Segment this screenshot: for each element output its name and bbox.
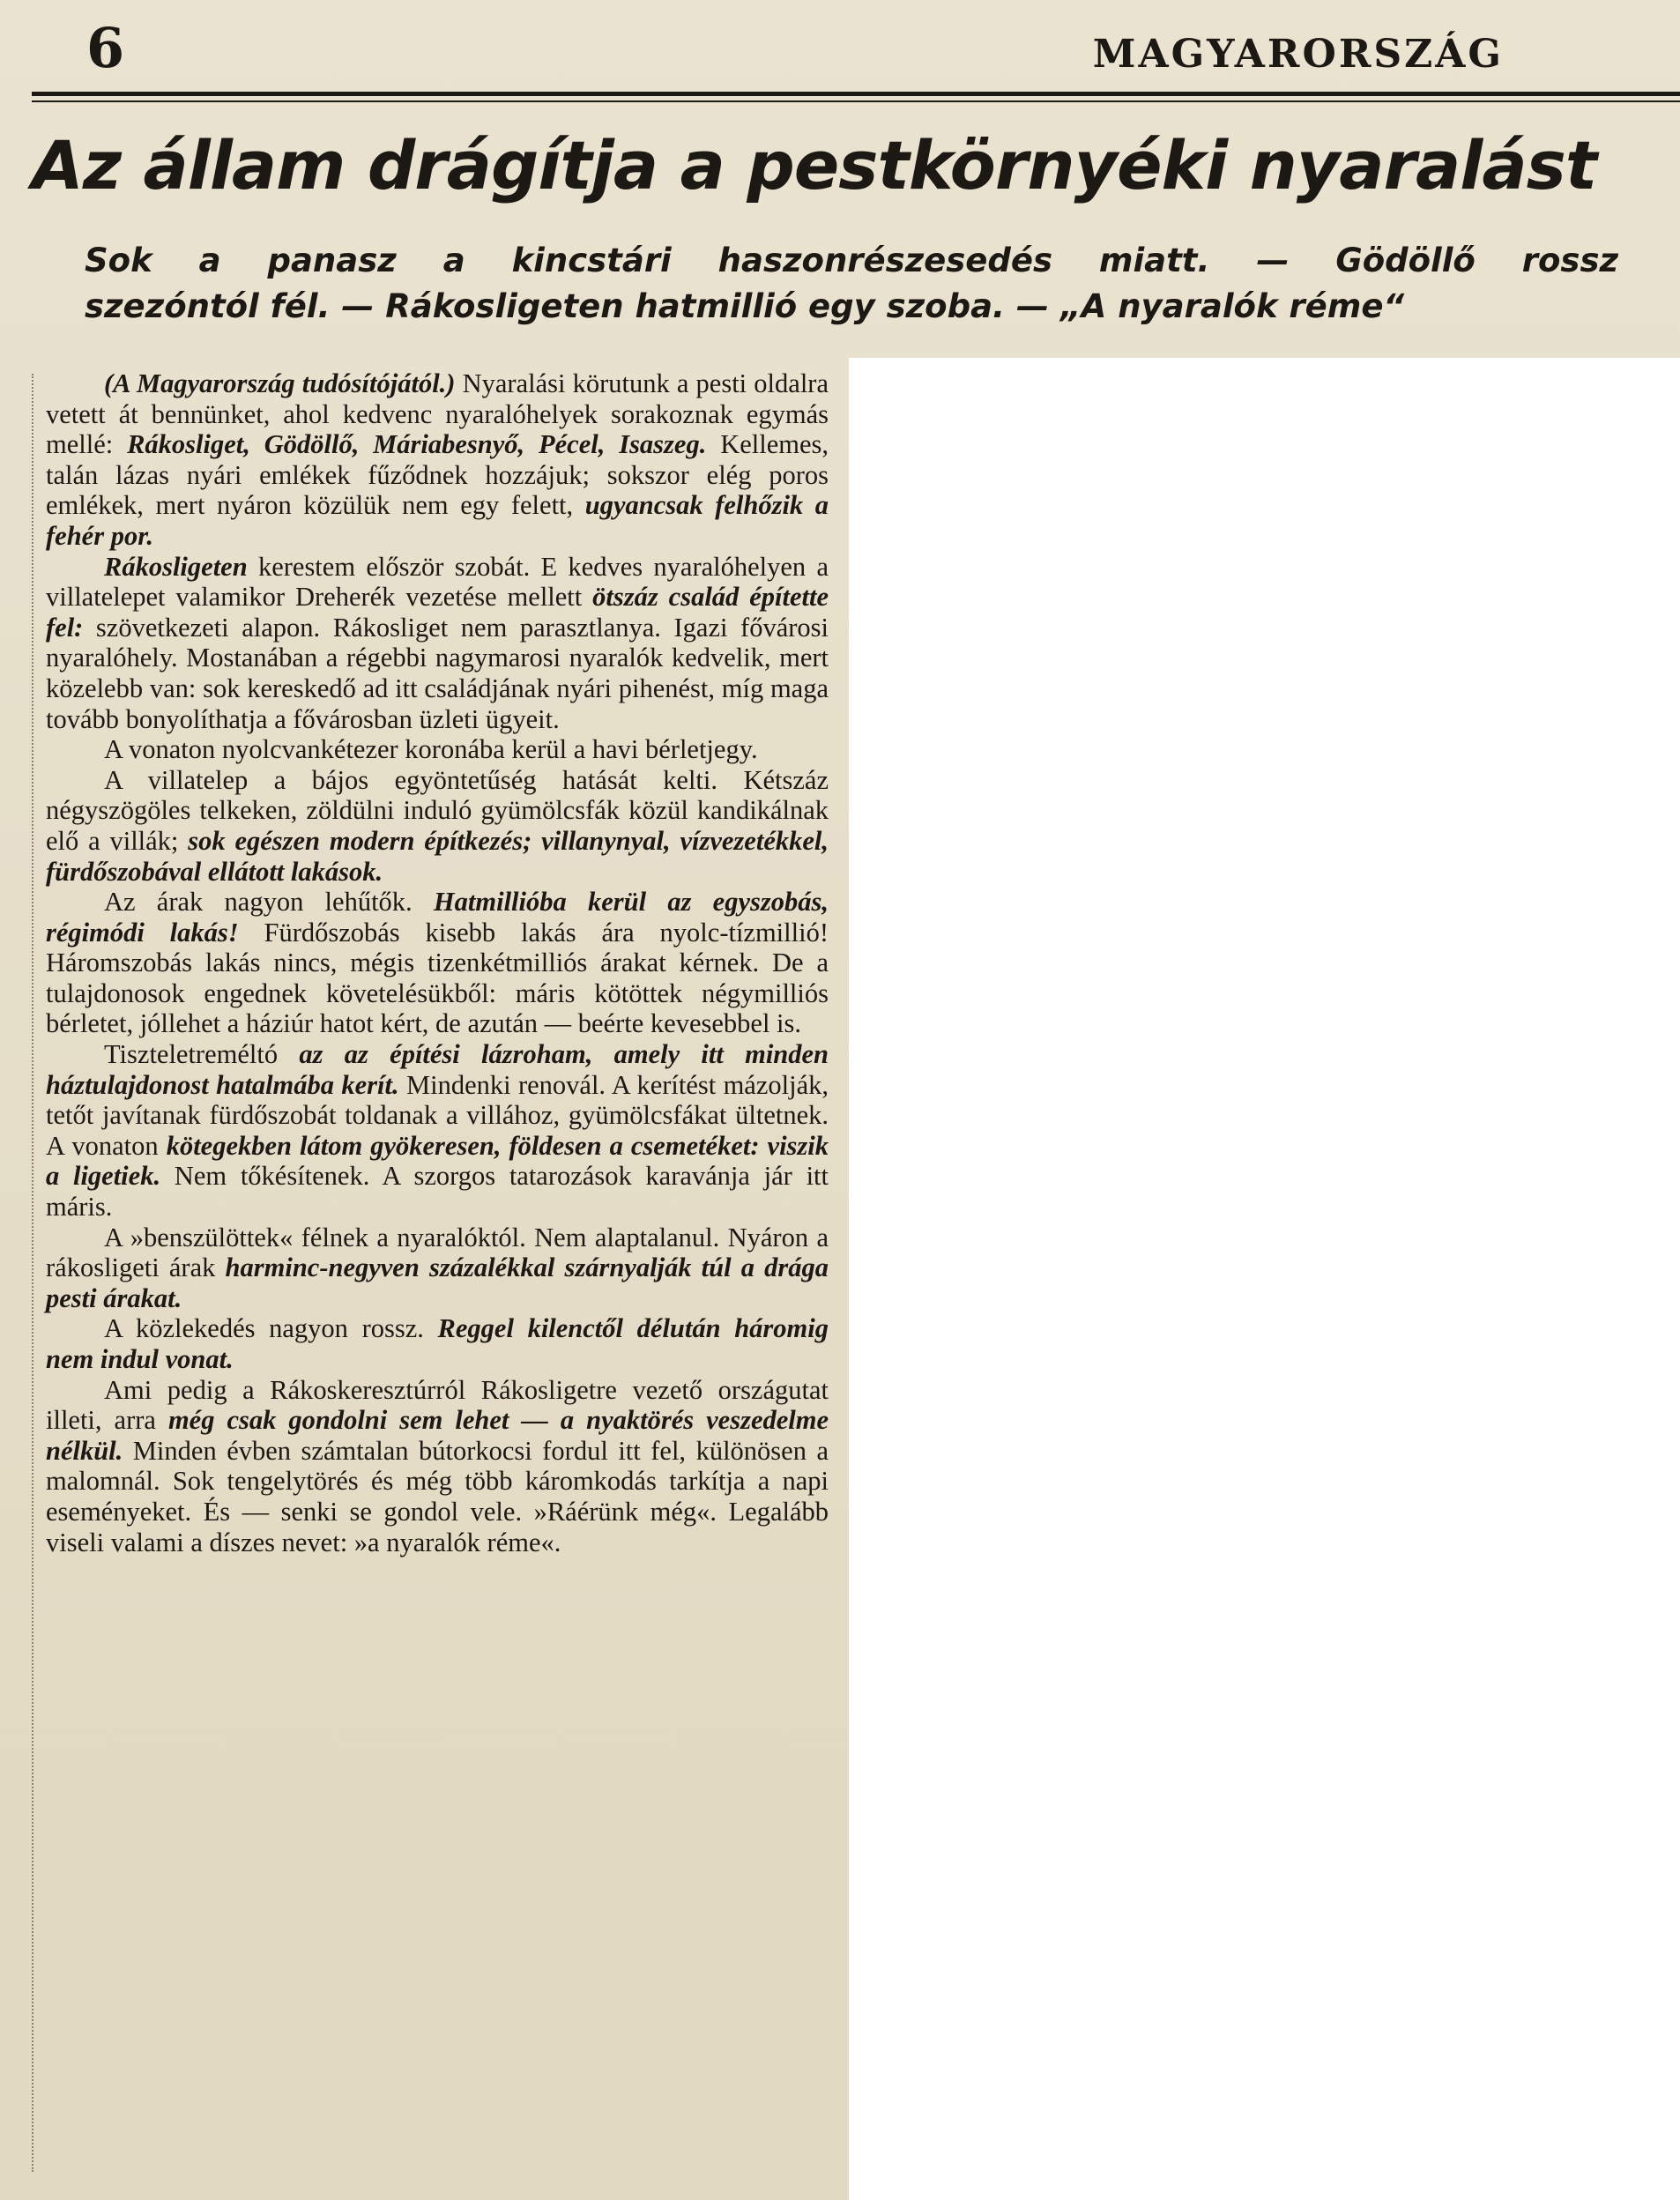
paragraph: Rákosligeten kerestem először szobát. E kedves nyaralóhelyen a villatelepet valamikor Dreherék vezetése mellett ötszáz család építette fel: szövetkezeti alapon. Rákosliget nem parasztlanya. Igazi fővárosi nyaralóhely. Mostanában a régebbi nagymarosi nyaralók kedvelik, mert közelebb van: sok kereskedő ad itt családjának nyári pihenést, míg maga tovább bonyolíthatja a fővárosban üzleti ügyeit. xyxy=(46,551,829,734)
header-rule-thin xyxy=(32,100,1680,102)
paragraph: A közlekedés nagyon rossz. Reggel kilenctől délután háromig nem indul vonat. xyxy=(46,1313,829,1374)
paragraph: Tiszteletreméltó az az építési lázroham, amely itt minden háztulajdonost hatalmába kerít. Mindenki renovál. A kerítést mázolják, tetőt javítanak fürdőszobát toldanak a villához, gyümölcsfákat ültetnek. A vonaton kötegekben látom gyökeresen, földesen a csemetéket: viszik a ligetiek. Nem tőkésítenek. A szorgos tatarozások karavánja jár itt máris. xyxy=(46,1039,829,1223)
subhead xyxy=(85,238,1618,330)
blank-area xyxy=(849,358,1680,2200)
column-margin xyxy=(32,374,34,2172)
paragraph: A villatelep a bájos egyöntetűség hatását kelti. Kétszáz négyszögöles telkeken, zöldülni induló gyümölcsfák közül kandikálnak elő a villák; sok egészen modern építkezés; villanynyal, vízvezetékkel, fürdőszobával ellátott lakások. xyxy=(46,764,829,887)
subhead-line: Sok a panasz a kincstári haszonrészesedés miatt. — Gödöllő rossz xyxy=(85,242,1618,279)
paragraph: A »benszülöttek« félnek a nyaralóktól. Nem alaptalanul. Nyáron a rákosligeti árak harminc-negyven százalékkal szárnyalják túl a drága pesti árakat. xyxy=(46,1222,829,1313)
subhead-line: szezóntól fél. — Rákosligeten hatmillió egy szoba. — „A nyaralók réme“ xyxy=(85,287,1405,325)
paragraph: (A Magyarország tudósítójától.) Nyaralási körutunk a pesti oldalra vetett át bennünket, ahol kedvenc nyaralóhelyek sorakoznak egymás mellé: Rákosliget, Gödöllő, Máriabesnyő, Pécel, Isaszeg. Kellemes, talán lázas nyári emlékek fűződnek hozzájuk; sokszor elég poros emlékek, mert nyáron közülük nem egy felett, ugyancsak felhőzik a fehér por. xyxy=(46,368,829,551)
paragraph: Az árak nagyon lehűtők. Hatmillióba kerül az egyszobás, régimódi lakás! Fürdőszobás kisebb lakás ára nyolc-tízmillió! Háromszobás lakás nincs, mégis tizenkétmilliós árakat kérnek. De a tulajdonosok engednek követelésükből: máris kötöttek négymilliós bérletet, jóllehet a háziúr hatot kért, de azután — beérte kevesebbel is. xyxy=(46,887,829,1039)
masthead: MAGYARORSZÁG xyxy=(1092,32,1504,77)
byline: (A Magyarország tudósítójától.) xyxy=(104,368,456,398)
page-number: 6 xyxy=(86,16,125,80)
article-column xyxy=(46,368,829,1557)
header-rule xyxy=(32,92,1680,96)
paragraph: Ami pedig a Rákoskeresztúrról Rákosligetre vezető országutat illeti, arra még csak gondolni sem lehet — a nyaktörés veszedelme nélkül. Minden évben számtalan bútorkocsi fordul itt fel, különösen a malomnál. Sok tengelytörés és még több káromkodás tarkítja a napi eseményeket. És — senki se gondol vele. »Ráérünk még«. Legalább viseli valami a díszes nevet: »a nyaralók réme«. xyxy=(46,1374,829,1557)
paragraph: A vonaton nyolcvankétezer koronába kerül a havi bérletjegy. xyxy=(104,734,758,765)
headline: Az állam drágítja a pestkörnyéki nyaralást xyxy=(32,126,1597,204)
